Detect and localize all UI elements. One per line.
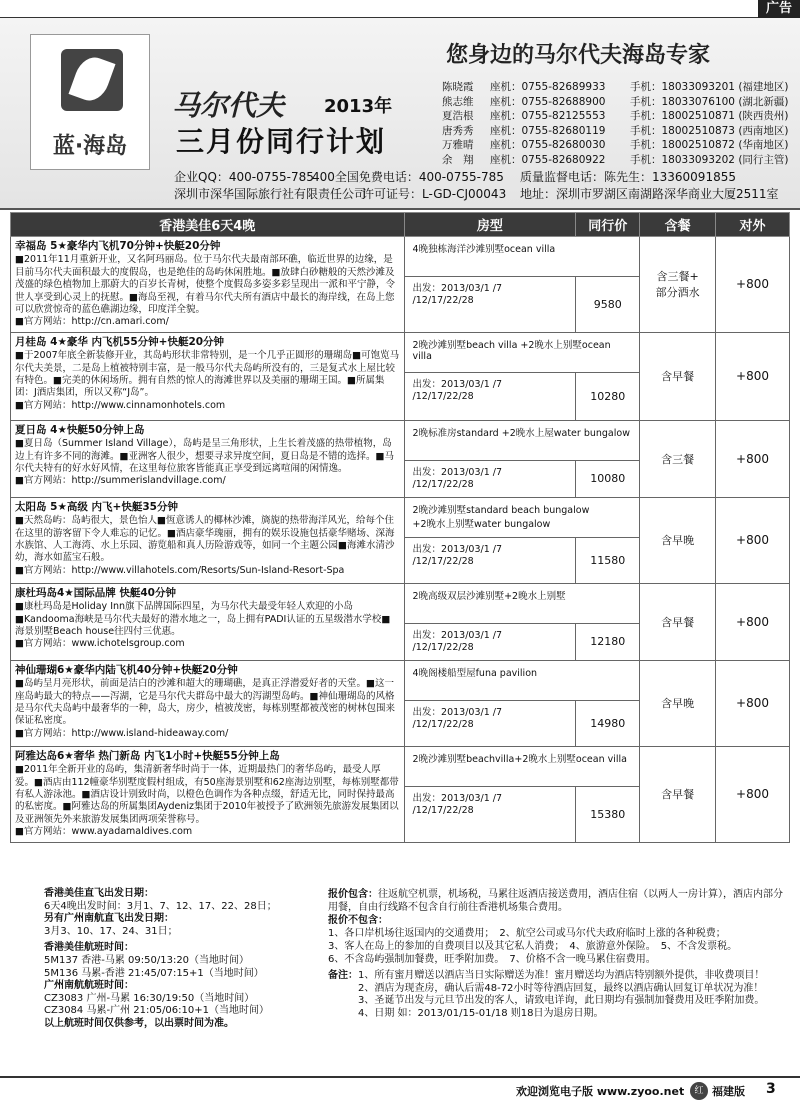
table-row xyxy=(11,583,790,623)
table-row xyxy=(11,420,790,460)
departure-dates: 出发：2013/03/1 /7 /12/17/22/28 xyxy=(404,372,576,420)
external-markup: +800 xyxy=(716,497,790,583)
hotel-title: 幸福岛 5★豪华内飞机70分钟+快艇20分钟 xyxy=(15,240,221,252)
flight-info xyxy=(44,888,304,1031)
top-strip xyxy=(0,0,800,18)
notes-list xyxy=(358,970,764,1020)
room-type: 4晚独栋海洋沙滩别墅ocean villa xyxy=(404,237,640,277)
hotel-title: 月桂岛 4★豪华 内飞机55分钟+快艇20分钟 xyxy=(15,335,225,348)
hotel-title: 神仙珊瑚6★豪华内陆飞机40分钟+快艇20分钟 xyxy=(15,663,238,676)
hotel-title: 康杜玛岛4★国际品牌 快艇40分钟 xyxy=(15,586,176,599)
note-item: 2、酒店为现查房，确认后需48-72小时等待酒店回复，最终以酒店确认回复订单状况为准！ xyxy=(358,982,764,994)
external-markup: +800 xyxy=(716,660,790,746)
gz-flight-2: CZ3084 马累-广州 21:05/06:10+1（当地时间） xyxy=(44,1005,269,1017)
hotel-website: ■官方网站：http://www.cinnamonhotels.com xyxy=(15,399,226,411)
license-number: 许可证号：L-GD-CJ00043 xyxy=(362,187,507,201)
external-markup: +800 xyxy=(716,746,790,842)
external-markup: +800 xyxy=(716,237,790,333)
meal-plan: 含早晚 xyxy=(640,660,716,746)
brand-title: 马尔代夫 xyxy=(172,89,285,122)
slogan: 您身边的马尔代夫海岛专家 xyxy=(446,43,711,68)
note-item: 4、日期 如：2013/01/15-01/18 则18日为退房日期。 xyxy=(358,1007,604,1019)
contact-row: 熊志维 座机：0755-82688900 手机：18033076100 (湖北新疆) xyxy=(442,95,789,108)
agent-price: 10280 xyxy=(576,372,640,420)
contact-row: 夏浩根 座机：0755-82125553 手机：18002510871 (陕西贵州) xyxy=(442,110,789,123)
hotel-title: 夏日岛 4★快艇50分钟上岛 xyxy=(15,423,145,436)
external-markup: +800 xyxy=(716,420,790,497)
hotel-description: ■康杜玛岛是Holiday Inn旗下品牌国际四星，为马尔代夫最受年轻人欢迎的小岛■Kandooma海峡是马尔代夫最好的潜水地之一，岛上拥有PADI认证的五星级潜水学校■海景别墅Beach house往四付三优惠。 xyxy=(15,601,391,638)
gz-flight-title: 广州南航航班时间： xyxy=(44,980,134,992)
departure-dates: 出发：2013/03/1 /7 /12/17/22/28 xyxy=(404,460,576,497)
table-row xyxy=(11,660,790,700)
hotel-website: ■官方网站：http://www.villahotels.com/Resorts/Sun-Island-Resort-Spa xyxy=(15,564,345,576)
hotel-website: ■官方网站：www.ayadamaldives.com xyxy=(15,826,193,838)
company-qq: 企业QQ：400-0755-785 xyxy=(174,170,314,184)
col-header-price: 同行价 xyxy=(576,213,640,237)
hotel-cell xyxy=(11,746,405,842)
table-row xyxy=(11,332,790,372)
price-exclude-3: 6、不含岛屿强制加餐费，旺季附加费。 7、价格不含一晚马累住宿费用。 xyxy=(328,954,656,965)
table-header-row xyxy=(11,213,790,237)
hotel-cell xyxy=(11,583,405,660)
price-include: 报价包含：往返航空机票，机场税，马累往返酒店接送费用，酒店住宿（以两人一房计算），酒店内部分用餐，自由行线路不包含自行前往香港机场集合费用。 xyxy=(328,889,783,913)
supervisor-phone: 质量监督电话：陈先生：13360091855 xyxy=(520,170,736,184)
company-address: 地址：深圳市罗湖区南湖路深华商业大厦2511室 xyxy=(520,187,779,201)
hotel-description: ■于2007年底全新装修开业，其岛屿形状非常特别，是一个几乎正圆形的珊瑚岛■可饱览马尔代夫美景，二是岛上植被特别丰富，是一般马尔代夫岛屿所没有的，三是复式水上屋比较有特色。■完美的休闲场所。拥有自然的惊人的海滩世界以及美丽的珊瑚王国。■所属集团：J酒店集团，所以又称“J岛”。 xyxy=(15,350,400,399)
gz-departure-dates: 3月3、10、17、24、31日； xyxy=(44,925,178,937)
col-header-external: 对外 xyxy=(716,213,790,237)
logo-text: 蓝·海岛 xyxy=(52,134,128,159)
hotel-description: ■岛屿呈月亮形状，前面是洁白的沙滩和超大的珊瑚礁，是真正浮潜爱好者的天堂。■这一座岛屿最大的特点——泻湖，它是马尔代夫群岛中最大的泻湖型岛屿。■神仙珊瑚岛的风格是马尔代夫岛屿中最奢华的一种，岛大，房少，植被茂密，每栋别墅都被茂密的树林包围来保证私密度。 xyxy=(15,678,396,727)
notes-label: 备注： xyxy=(328,970,358,981)
hotel-website: ■官方网站：http://cn.amari.com/ xyxy=(15,316,169,328)
hotel-cell xyxy=(11,420,405,497)
gz-departure-title: 另有广州南航直飞出发日期： xyxy=(44,913,174,925)
agent-price: 12180 xyxy=(576,623,640,660)
contact-row: 余 翔 座机：0755-82680922 手机：18033093202 (同行主管) xyxy=(442,153,789,166)
price-terms xyxy=(328,888,784,966)
agent-price: 14980 xyxy=(576,700,640,746)
brand-year: 2013年 xyxy=(324,96,393,117)
agent-price: 10080 xyxy=(576,460,640,497)
page-number: 3 xyxy=(766,1081,776,1097)
col-header-hotel: 香港美佳6天4晚 xyxy=(11,213,405,237)
bottom-bar xyxy=(0,1076,800,1100)
website-text: 欢迎浏览电子版 www.zyoo.net xyxy=(516,1085,685,1098)
note-item: 1、所有蜜月赠送以酒店当日实际赠送为准！蜜月赠送均为酒店特别额外提供，非收费项目！ xyxy=(358,970,765,981)
header xyxy=(0,18,800,208)
hk-flight-1: 5M137 香港-马累 09:50/13:20（当地时间） xyxy=(44,954,250,966)
col-header-room: 房型 xyxy=(404,213,576,237)
external-markup: +800 xyxy=(716,332,790,420)
contact-row: 陈晓霞 座机：0755-82689933 手机：18033093201 (福建地区) xyxy=(442,81,789,93)
company-name: 深圳市深华国际旅行社有限责任公司 xyxy=(174,187,367,201)
table-row xyxy=(11,237,790,277)
hotel-cell xyxy=(11,237,405,333)
room-type: 2晚沙滩别墅beachvilla+2晚水上别墅ocean villa xyxy=(404,746,640,786)
contact-row: 万雅晴 座机：0755-82680030 手机：18002510872 (华南地区) xyxy=(442,139,789,152)
meal-plan: 含三餐+ 部分酒水 xyxy=(640,237,716,333)
departure-dates: 出发：2013/03/1 /7 /12/17/22/28 xyxy=(404,277,576,333)
hotel-description: ■2011年全新开业的岛屿，集清新奢华时尚于一体，近期最热门的奢华岛屿，最受人厚爱。■酒店由112幢豪华别墅度假村组成，有50座海景别墅和62座海边别墅，每栋别墅都带有私人游泳池。■酒店设计别致时尚，以橙色色调作为各种点缀，舒适无比，同时保持最高的私密度。■阿雅达岛的所属集团Aydeniz集团于2010年被授予了欧洲领先旅游发展集团以及亚洲领先外来旅游发展集团两项荣誉称号。 xyxy=(15,764,399,825)
hk-flight-2: 5M136 马累-香港 21:45/07:15+1（当地时间） xyxy=(44,967,264,979)
hotel-cell xyxy=(11,660,405,746)
agent-price: 15380 xyxy=(576,786,640,842)
table-row xyxy=(11,497,790,537)
header-divider xyxy=(0,208,800,210)
hotel-description: ■2011年11月重新开业，又名阿玛丽岛。位于马尔代夫最南部环礁，临近世界的边缘，是目前马尔代夫面积最大的度假岛，也是绝佳的岛屿休闲胜地。■放肆白砂糖般的天然沙滩及茂盛的绿色植物加上那蔚大的百岁长青树，使整个度假岛多姿多彩呈现出一派和平宁静，令世人享受到心灵上的抚慰。■海岛至视，有着马尔代夫所有酒店中最长的海岸线，在岛上您可以欣赏惊奇的蓝色礁湖边缘，印度洋全貌。 xyxy=(15,254,396,316)
hotel-description: ■夏日岛（Summer Island Village），岛屿是呈三角形状，上生长着茂盛的热带植物，岛边上有许多不同的海滩。■亚洲客人很少，想要寻求异度空间，夏日岛是不错的选择。■马尔代夫特有的好水好风情，在这里每位旅客皆能真正享受到远离喧闹的闲情逸。 xyxy=(15,438,394,475)
departure-dates: 出发：2013/03/1 /7 /12/17/22/28 xyxy=(404,537,576,583)
gz-flight-1: CZ3083 广州-马累 16:30/19:50（当地时间） xyxy=(44,992,255,1004)
agent-price: 9580 xyxy=(576,277,640,333)
agent-price: 11580 xyxy=(576,537,640,583)
hotel-description: ■天然岛屿：岛屿很大，景色怡人■恆意诱人的椰林沙滩，旖旎的热带海洋风光，给每个住在这里的游客留下令人难忘的记忆。■酒店豪华瑰丽，拥有的娱乐设施包括豪华赌场、深海水族馆、人工海湾、水上乐园、游览船和真人历险游戏等，如同一个主题公园■海滩水清沙幼，海水如蓝宝石般。 xyxy=(15,515,395,564)
notes xyxy=(328,970,788,1020)
hotel-cell xyxy=(11,332,405,420)
flight-disclaimer: 以上航班时间仅供参考，以出票时间为准。 xyxy=(44,1017,234,1029)
hotel-website: ■官方网站：http://summerislandvillage.com/ xyxy=(15,475,226,487)
hotel-title: 太阳岛 5★高级 内飞+快艇35分钟 xyxy=(15,500,178,513)
col-header-meal: 含餐 xyxy=(640,213,716,237)
leaf-logo-icon xyxy=(61,49,123,111)
meal-plan: 含早餐 xyxy=(640,583,716,660)
hk-departure-title: 香港美佳直飞出发日期： xyxy=(44,888,154,899)
hotel-website: ■官方网站：www.ichotelsgroup.com xyxy=(15,638,185,650)
hotel-title: 阿雅达岛6★奢华 热门新岛 内飞1小时+快艇55分钟上岛 xyxy=(15,749,280,762)
logo xyxy=(30,34,150,170)
price-exclude-label: 报价不包含： xyxy=(328,915,388,926)
edition-label: 福建版 xyxy=(712,1085,745,1098)
meal-plan: 含早餐 xyxy=(640,332,716,420)
room-type: 2晚高级双层沙滩别墅+2晚水上别墅 xyxy=(404,583,640,623)
publisher-logo-icon: 红 xyxy=(690,1082,708,1100)
notes-block xyxy=(328,970,788,1020)
room-type: 2晚标准房standard +2晚水上屋water bungalow xyxy=(404,420,640,460)
departure-dates: 出发：2013/03/1 /7 /12/17/22/28 xyxy=(404,786,576,842)
external-markup: +800 xyxy=(716,583,790,660)
room-type: 4晚阁楼船型屋funa pavilion xyxy=(404,660,640,700)
contact-row: 唐秀秀 座机：0755-82680119 手机：18002510873 (西南地区) xyxy=(442,124,789,137)
departure-dates: 出发：2013/03/1 /7 /12/17/22/28 xyxy=(404,700,576,746)
price-exclude-1: 1、各口岸机场往返国内的交通费用； 2、航空公司或马尔代夫政府临时上涨的各种税费； xyxy=(328,928,726,939)
note-item: 3、圣诞节出发与元旦节出发的客人，请致电详询，此日期均有强制加餐费用及旺季附加费。 xyxy=(358,995,765,1007)
hotel-website: ■官方网站：http://www.island-hideaway.com/ xyxy=(15,727,229,739)
room-type: 2晚沙滩别墅beach villa +2晚水上别墅ocean villa xyxy=(404,332,640,372)
meal-plan: 含早餐 xyxy=(640,746,716,842)
room-type: 2晚沙滩别墅standard beach bungalow +2晚水上别墅water bungalow xyxy=(404,497,640,537)
meal-plan: 含早晚 xyxy=(640,497,716,583)
hk-flight-title: 香港美佳航班时间： xyxy=(44,942,134,954)
price-exclude-2: 3、客人在岛上的参加的自费项目以及其它私人消费； 4、旅游意外保险。 5、不含发票税。 xyxy=(328,941,738,952)
meal-plan: 含三餐 xyxy=(640,420,716,497)
plan-table xyxy=(10,212,790,843)
brand-subtitle: 三月份同行计划 xyxy=(176,125,387,158)
departure-dates: 出发：2013/03/1 /7 /12/17/22/28 xyxy=(404,623,576,660)
ad-tag: 广告 xyxy=(758,0,800,18)
table-row xyxy=(11,746,790,786)
hotline: 400全国免费电话：400-0755-785 xyxy=(312,170,504,184)
hk-departure-dates: 6天4晚出发时间：3月1、7、12、17、22、28日； xyxy=(44,900,277,912)
contact-list xyxy=(442,80,789,168)
hotel-cell xyxy=(11,497,405,583)
